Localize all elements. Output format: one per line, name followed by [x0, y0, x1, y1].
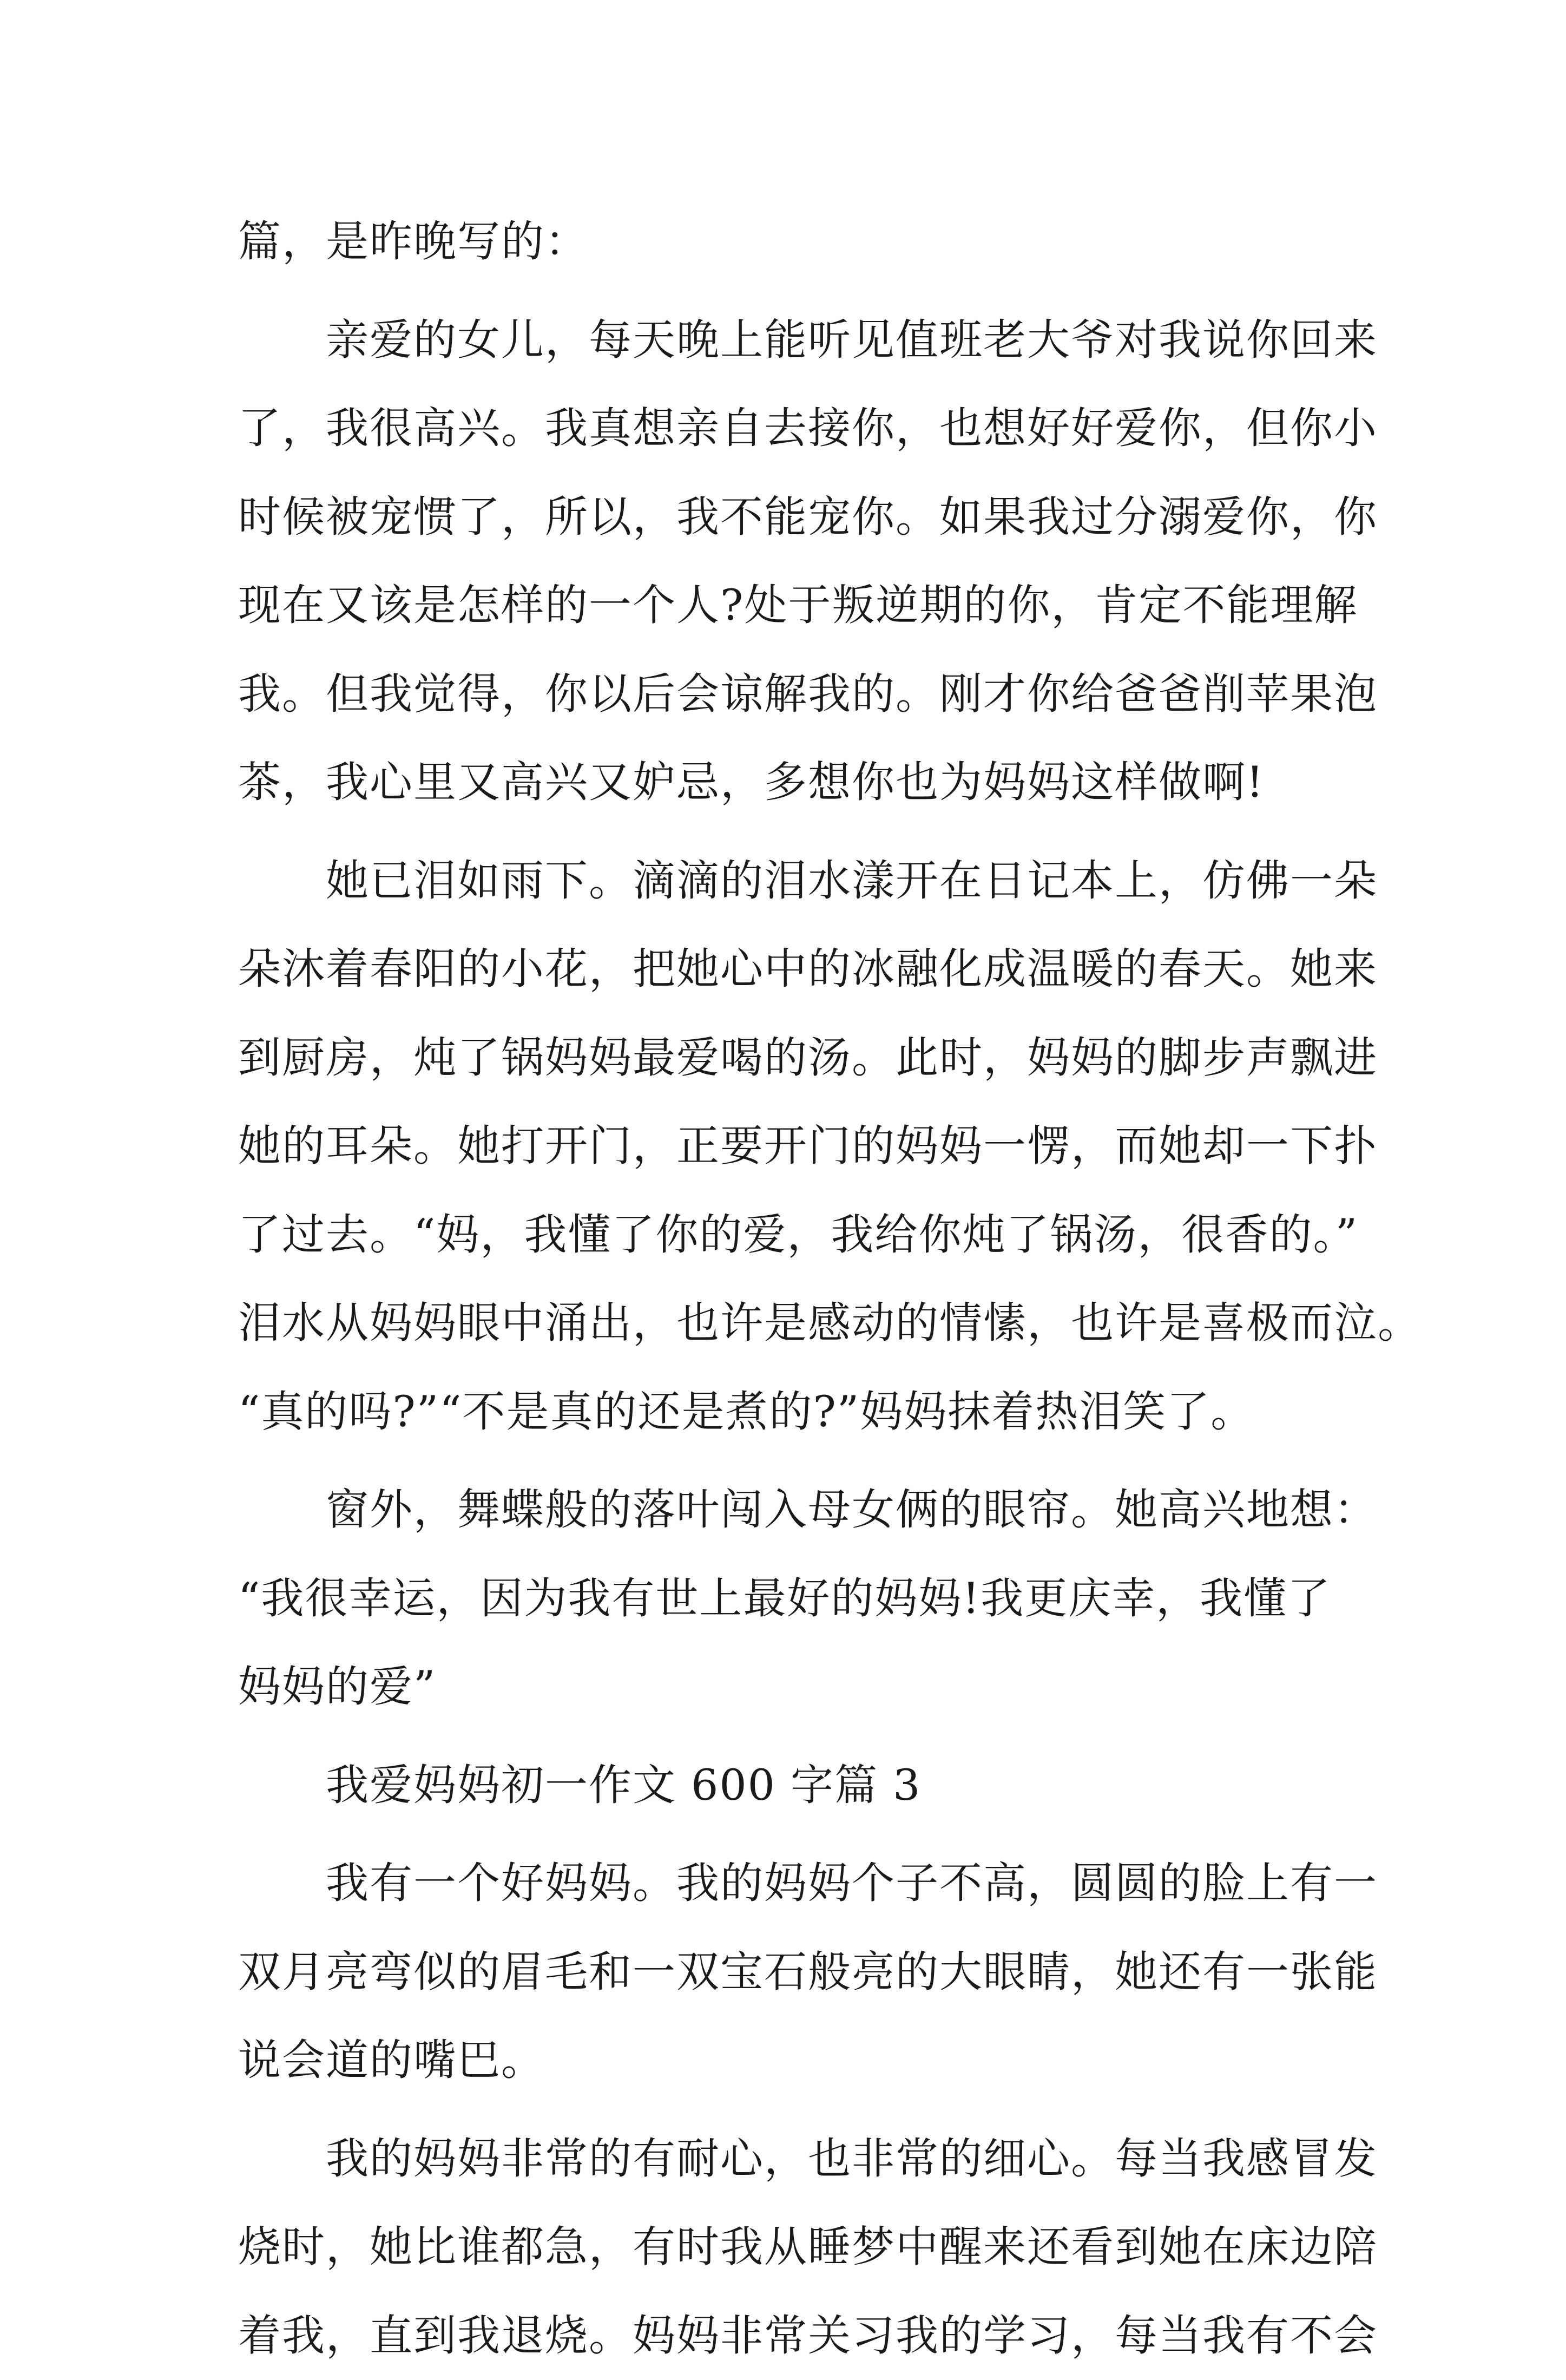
text-line: 我。但我觉得，你以后会谅解我的。刚才你给爸爸削苹果泡	[238, 650, 1347, 739]
text-line: 着我，直到我退烧。妈妈非常关习我的学习，每当我有不会	[238, 2292, 1347, 2380]
text-line: 时候被宠惯了，所以，我不能宠你。如果我过分溺爱你，你	[238, 473, 1347, 562]
text-line: 双月亮弯似的眉毛和一双宝石般亮的大眼睛，她还有一张能	[238, 1928, 1347, 2017]
text-line: “我很幸运，因为我有世上最好的妈妈!我更庆幸，我懂了	[238, 1555, 1347, 1643]
text-line: “真的吗?”“不是真的还是煮的?”妈妈抹着热泪笑了。	[238, 1368, 1347, 1457]
paragraph	[238, 837, 1347, 1457]
text-line: 窗外，舞蝶般的落叶闯入母女俩的眼帘。她高兴地想：	[238, 1466, 1347, 1555]
paragraph	[238, 1466, 1347, 1732]
text-line: 说会道的嘴巴。	[238, 2016, 1347, 2105]
text-line: 茶，我心里又高兴又妒忌，多想你也为妈妈这样做啊!	[238, 738, 1347, 827]
text-line: 我的妈妈非常的有耐心，也非常的细心。每当我感冒发	[238, 2115, 1347, 2204]
text-line: 篇，是昨晚写的：	[238, 198, 1347, 286]
text-line: 了过去。“妈，我懂了你的爱，我给你炖了锅汤，很香的。”	[238, 1191, 1347, 1280]
text-line: 朵沐着春阳的小花，把她心中的冰融化成温暖的春天。她来	[238, 925, 1347, 1014]
paragraph	[238, 1839, 1347, 2105]
text-line: 泪水从妈妈眼中涌出，也许是感动的情愫，也许是喜极而泣。	[238, 1279, 1347, 1368]
text-line: 烧时，她比谁都急，有时我从睡梦中醒来还看到她在床边陪	[238, 2203, 1347, 2292]
text-line: 了，我很高兴。我真想亲自去接你，也想好好爱你，但你小	[238, 384, 1347, 473]
document-body	[238, 198, 1347, 2380]
text-line: 她的耳朵。她打开门，正要开门的妈妈一愣，而她却一下扑	[238, 1102, 1347, 1191]
paragraph	[238, 198, 1347, 286]
paragraph	[238, 1741, 1347, 1830]
text-line: 亲爱的女儿，每天晚上能听见值班老大爷对我说你回来	[238, 296, 1347, 385]
text-line: 我有一个好妈妈。我的妈妈个子不高，圆圆的脸上有一	[238, 1839, 1347, 1928]
paragraph	[238, 2115, 1347, 2380]
text-line: 她已泪如雨下。滴滴的泪水漾开在日记本上，仿佛一朵	[238, 837, 1347, 926]
text-line: 妈妈的爱”	[238, 1643, 1347, 1732]
text-line: 我爱妈妈初一作文 600 字篇 3	[238, 1741, 1347, 1830]
text-line: 现在又该是怎样的一个人?处于叛逆期的你，肯定不能理解	[238, 561, 1347, 650]
paragraph	[238, 296, 1347, 827]
text-line: 到厨房，炖了锅妈妈最爱喝的汤。此时，妈妈的脚步声飘进	[238, 1014, 1347, 1103]
